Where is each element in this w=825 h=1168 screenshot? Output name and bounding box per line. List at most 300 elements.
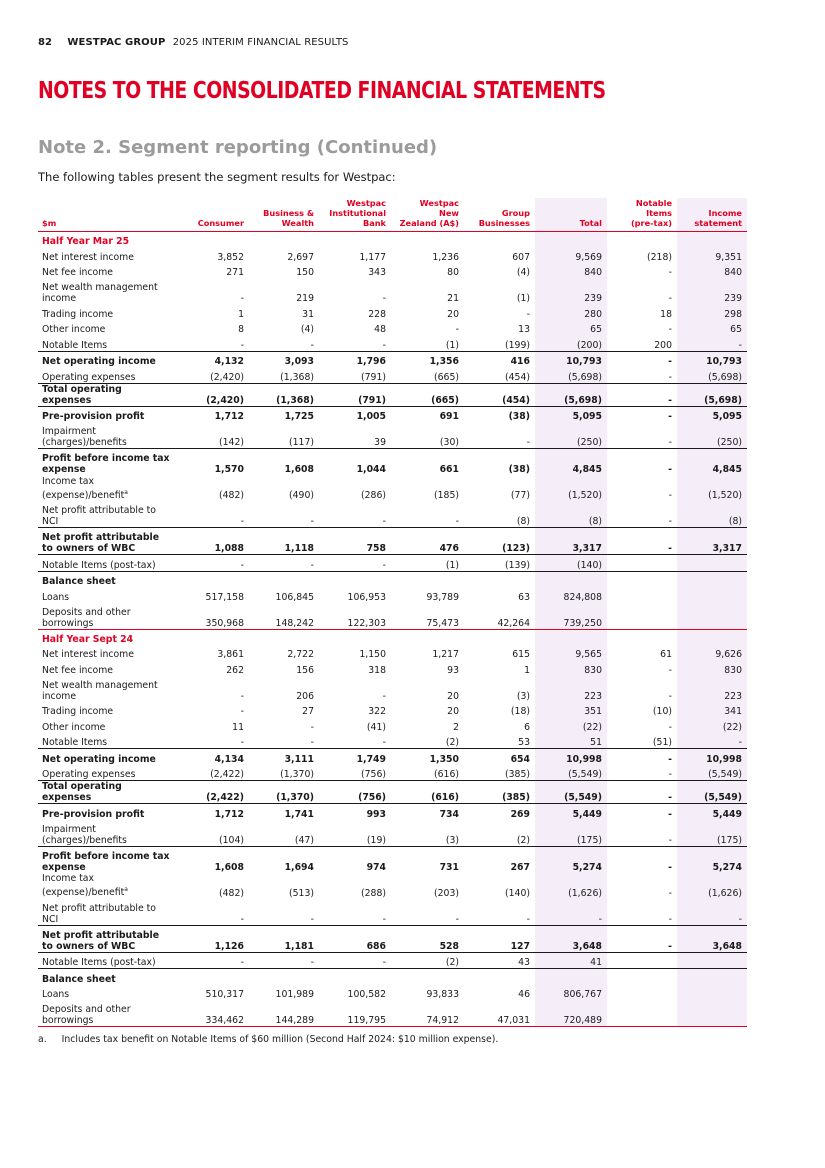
row-label — [38, 1000, 175, 1027]
table-cell: - — [319, 555, 391, 572]
row-label-text: Net profit attributable to NCI — [42, 902, 156, 925]
table-cell: 974 — [319, 846, 391, 873]
row-label — [38, 846, 175, 873]
table-cell: (1,370) — [280, 769, 314, 780]
table-cell: (8) — [677, 501, 747, 528]
table-cell: 322 — [368, 706, 386, 717]
table-cell: (77) — [510, 490, 530, 501]
table-cell: 5,095 — [535, 406, 607, 422]
row-label — [38, 969, 175, 985]
table-cell: - — [455, 913, 459, 925]
table-cell — [464, 571, 535, 587]
table-cell: 1,236 — [432, 251, 459, 263]
table-cell: - — [310, 516, 314, 527]
table-cell: (38) — [464, 406, 535, 422]
table-cell: 27 — [302, 706, 314, 717]
row-label-text: Net profit attributable to owners of WBC — [42, 929, 160, 952]
table-row — [38, 422, 747, 449]
table-cell: (1,368) — [249, 383, 319, 406]
table-cell: - — [526, 913, 530, 925]
table-cell: - — [310, 339, 314, 351]
table-cell: - — [382, 293, 386, 304]
table-row — [38, 846, 747, 873]
table-cell: - — [240, 516, 244, 527]
table-cell: (1) — [391, 555, 464, 572]
table-cell: 74,912 — [391, 1000, 464, 1027]
table-cell: 3,317 — [535, 528, 607, 555]
table-cell: (5,549) — [677, 765, 747, 781]
row-label — [38, 765, 175, 781]
table-cell — [677, 571, 747, 587]
row-label — [38, 660, 175, 676]
table-cell: - — [535, 899, 607, 926]
table-cell: (1) — [445, 339, 459, 351]
table-cell — [391, 571, 464, 587]
col-header: Income statement — [677, 198, 747, 232]
row-label — [38, 952, 175, 969]
row-label — [38, 571, 175, 587]
table-cell: 824,808 — [535, 587, 607, 603]
row-label — [38, 555, 175, 572]
table-cell: (218) — [647, 251, 672, 263]
table-cell: - — [668, 371, 672, 383]
table-cell — [535, 969, 607, 985]
table-row — [38, 1000, 747, 1027]
table-cell: 615 — [512, 649, 530, 660]
row-label-text: Profit before income tax expense — [42, 850, 170, 873]
table-cell: 1,118 — [249, 528, 319, 555]
table-row — [38, 304, 747, 320]
table-cell: - — [668, 516, 672, 527]
table-cell: (513) — [289, 887, 314, 899]
table-cell: 75,473 — [391, 603, 464, 630]
table-row — [38, 383, 747, 406]
row-label-text: Notable Items — [42, 737, 108, 748]
page-number: 82 — [38, 37, 53, 48]
table-cell: 63 — [518, 591, 530, 603]
table-cell: (756) — [361, 769, 386, 780]
table-cell: 4,845 — [535, 449, 607, 476]
row-label — [38, 501, 175, 528]
table-cell — [607, 555, 677, 572]
table-cell: 993 — [319, 804, 391, 820]
table-row — [38, 781, 747, 804]
table-cell — [677, 603, 747, 630]
table-cell: 1,608 — [249, 449, 319, 476]
table-cell: 93,789 — [426, 591, 459, 603]
table-row — [38, 528, 747, 555]
table-cell: (665) — [391, 383, 464, 406]
table-row — [38, 873, 747, 899]
row-label-text: Balance sheet — [42, 576, 116, 587]
table-cell: (185) — [434, 490, 459, 501]
table-cell: - — [382, 339, 386, 351]
table-cell: 65 — [677, 320, 747, 336]
table-cell: 1,126 — [175, 925, 249, 952]
table-cell: - — [607, 749, 677, 765]
table-cell: 200 — [654, 339, 672, 351]
row-label-text: Total operating expenses — [42, 383, 122, 406]
table-cell: - — [175, 555, 249, 572]
table-cell — [677, 587, 747, 603]
footnote-text: Includes tax benefit on Notable Items of $60 million (Second Half 2024: $10 million expense). — [61, 1034, 499, 1045]
table-row — [38, 351, 747, 367]
section-spacer-cell — [175, 629, 249, 645]
table-cell: 21 — [447, 293, 459, 304]
table-cell: - — [668, 324, 672, 335]
table-row — [38, 717, 747, 733]
table-cell: (4) — [300, 324, 314, 335]
table-cell: 691 — [391, 406, 464, 422]
table-cell: 1,350 — [391, 749, 464, 765]
note-title: Note 2. Segment reporting (Continued) — [38, 137, 438, 158]
table-cell: 1,088 — [175, 528, 249, 555]
row-label-text: Notable Items — [42, 339, 108, 351]
table-cell: - — [607, 528, 677, 555]
table-cell: 280 — [535, 304, 607, 320]
section-spacer-cell — [391, 629, 464, 645]
row-label-text: Other income — [42, 324, 106, 335]
row-label-text: Pre-provision profit — [42, 808, 145, 820]
table-cell: 43 — [464, 952, 535, 969]
table-cell: (482) — [219, 887, 244, 899]
table-row — [38, 645, 747, 661]
row-label — [38, 475, 175, 501]
table-cell: 510,317 — [205, 989, 244, 1000]
table-cell: 739,250 — [535, 603, 607, 630]
table-cell: 1,712 — [175, 406, 249, 422]
row-label — [38, 383, 175, 406]
table-cell: 416 — [464, 351, 535, 367]
row-label — [38, 449, 175, 476]
table-cell: - — [607, 781, 677, 804]
table-cell: - — [607, 351, 677, 367]
table-cell: (1,370) — [249, 781, 319, 804]
table-row — [38, 320, 747, 336]
table-cell — [319, 571, 391, 587]
table-cell: 343 — [368, 267, 386, 278]
row-label — [38, 925, 175, 952]
table-cell: - — [526, 437, 530, 448]
table-cell: (38) — [464, 449, 535, 476]
table-cell: 10,998 — [535, 749, 607, 765]
table-cell: 661 — [391, 449, 464, 476]
table-cell: - — [607, 449, 677, 476]
table-cell: 148,242 — [249, 603, 319, 630]
section-spacer-cell — [607, 232, 677, 248]
table-cell: 8 — [238, 324, 244, 335]
table-cell: (791) — [361, 371, 386, 383]
row-label — [38, 320, 175, 336]
table-cell: 654 — [464, 749, 535, 765]
row-label — [38, 422, 175, 449]
row-label-text: Net operating income — [42, 753, 156, 765]
footnote-letter: a. — [38, 1034, 47, 1045]
table-cell: (139) — [464, 555, 535, 572]
table-cell: 9,569 — [535, 247, 607, 263]
table-cell: - — [240, 737, 244, 748]
table-row — [38, 660, 747, 676]
table-cell — [677, 555, 747, 572]
table-cell: - — [607, 383, 677, 406]
table-cell: - — [668, 887, 672, 899]
table-row — [38, 367, 747, 383]
section-title: Half Year Mar 25 — [42, 236, 130, 247]
table-cell: - — [526, 308, 530, 320]
row-label — [38, 820, 175, 847]
page-header — [38, 37, 349, 48]
table-cell: 1,181 — [249, 925, 319, 952]
table-cell: (2) — [391, 952, 464, 969]
row-label — [38, 873, 175, 899]
section-spacer-cell — [249, 629, 319, 645]
table-row — [38, 765, 747, 781]
table-cell: 5,274 — [677, 846, 747, 873]
table-cell: - — [668, 834, 672, 846]
table-cell — [249, 969, 319, 985]
table-cell: (3) — [516, 690, 530, 702]
row-label — [38, 899, 175, 926]
table-cell: - — [668, 267, 672, 278]
table-cell: 239 — [535, 278, 607, 304]
table-cell — [677, 969, 747, 985]
table-cell: 1,725 — [249, 406, 319, 422]
row-label — [38, 335, 175, 351]
table-cell: 1,749 — [319, 749, 391, 765]
row-label-text: Notable Items (post-tax) — [42, 559, 156, 571]
section-spacer-cell — [175, 232, 249, 248]
table-cell: (8) — [535, 501, 607, 528]
row-label — [38, 804, 175, 820]
row-label — [38, 603, 175, 630]
row-label-text: Loans — [42, 591, 70, 603]
table-cell: (104) — [219, 834, 244, 846]
row-label-text: Net interest income — [42, 251, 134, 263]
table-row — [38, 603, 747, 630]
table-cell: 11 — [232, 721, 244, 733]
section-spacer-cell — [319, 629, 391, 645]
row-label — [38, 406, 175, 422]
table-cell: 93 — [447, 664, 459, 676]
col-header: Westpac Institutional Bank — [319, 198, 391, 232]
table-row — [38, 247, 747, 263]
table-cell: 350,968 — [175, 603, 249, 630]
row-label-text: Net fee income — [42, 664, 113, 676]
table-row — [38, 501, 747, 528]
row-label — [38, 278, 175, 304]
col-header: Total — [535, 198, 607, 232]
table-row — [38, 335, 747, 351]
table-row — [38, 406, 747, 422]
table-cell: 20 — [447, 706, 459, 717]
table-cell: 731 — [391, 846, 464, 873]
table-cell: 4,845 — [677, 449, 747, 476]
table-cell: - — [668, 721, 672, 733]
table-cell: 720,489 — [535, 1000, 607, 1027]
table-cell: 20 — [447, 308, 459, 320]
table-row — [38, 733, 747, 749]
table-cell: 122,303 — [319, 603, 391, 630]
row-label — [38, 985, 175, 1001]
table-cell — [677, 1000, 747, 1027]
table-row — [38, 571, 747, 587]
table-cell: (616) — [391, 781, 464, 804]
table-cell — [535, 571, 607, 587]
table-cell: 3,317 — [677, 528, 747, 555]
row-label-text: Notable Items (post-tax) — [42, 957, 156, 968]
table-cell: 528 — [391, 925, 464, 952]
row-label — [38, 263, 175, 279]
table-cell: 341 — [677, 702, 747, 718]
table-cell — [607, 603, 677, 630]
row-label-text: Net profit attributable to owners of WBC — [42, 532, 160, 554]
table-cell: - — [240, 293, 244, 304]
table-cell: - — [310, 721, 314, 733]
section-spacer-cell — [677, 629, 747, 645]
row-label-text: Income tax (expense)/benefit — [42, 873, 125, 899]
table-cell: 4,132 — [175, 351, 249, 367]
intro-text: The following tables present the segment results for Westpac: — [38, 170, 396, 184]
table-cell: 830 — [677, 660, 747, 676]
table-row — [38, 952, 747, 969]
table-cell: (665) — [434, 371, 459, 383]
table-cell: (288) — [361, 887, 386, 899]
table-cell: 830 — [535, 660, 607, 676]
table-row — [38, 587, 747, 603]
table-cell: - — [382, 737, 386, 748]
table-cell: (490) — [289, 490, 314, 501]
table-row — [38, 899, 747, 926]
footnote-marker: a — [124, 488, 128, 496]
table-cell: 1 — [238, 308, 244, 320]
table-cell: (2) — [516, 834, 530, 846]
table-cell: 41 — [535, 952, 607, 969]
table-row — [38, 749, 747, 765]
table-cell: 1,356 — [391, 351, 464, 367]
table-cell: (51) — [652, 737, 672, 748]
table-cell: 1,044 — [319, 449, 391, 476]
table-cell: 65 — [535, 320, 607, 336]
table-row — [38, 676, 747, 702]
table-cell: (454) — [464, 383, 535, 406]
table-cell: 119,795 — [319, 1000, 391, 1027]
table-cell — [607, 985, 677, 1001]
section-spacer-cell — [249, 232, 319, 248]
table-cell: - — [668, 769, 672, 780]
table-cell: (756) — [319, 781, 391, 804]
table-cell: 3,111 — [249, 749, 319, 765]
table-cell: (2) — [445, 737, 459, 748]
row-label-text: Deposits and other borrowings — [42, 1004, 131, 1026]
table-cell: (1) — [516, 293, 530, 304]
table-cell: (5,698) — [677, 383, 747, 406]
table-cell: 1,741 — [249, 804, 319, 820]
row-label-text: Net fee income — [42, 267, 113, 278]
table-cell: 840 — [677, 263, 747, 279]
table-cell: (19) — [366, 834, 386, 846]
row-label — [38, 781, 175, 804]
table-cell — [319, 969, 391, 985]
table-cell: - — [175, 952, 249, 969]
segment-table — [38, 198, 747, 1027]
table-cell: (117) — [289, 437, 314, 448]
table-cell: (286) — [361, 490, 386, 501]
table-row — [38, 969, 747, 985]
table-cell: 150 — [296, 267, 314, 278]
table-cell: 239 — [677, 278, 747, 304]
table-cell: 1,570 — [175, 449, 249, 476]
table-cell: 1,177 — [359, 251, 386, 263]
table-cell: (41) — [366, 721, 386, 733]
section-spacer-cell — [607, 629, 677, 645]
table-cell: 517,158 — [205, 591, 244, 603]
row-label-text: Trading income — [42, 706, 114, 717]
row-label-text: Loans — [42, 989, 70, 1000]
table-cell: - — [382, 913, 386, 925]
row-label-text: Pre-provision profit — [42, 411, 145, 422]
table-cell: (482) — [219, 490, 244, 501]
table-cell: 51 — [535, 733, 607, 749]
table-cell — [607, 1000, 677, 1027]
section-spacer-cell — [464, 629, 535, 645]
table-cell: 334,462 — [175, 1000, 249, 1027]
table-cell: 46 — [518, 989, 530, 1000]
table-cell: 6 — [524, 721, 530, 733]
row-label — [38, 367, 175, 383]
section-spacer-cell — [464, 232, 535, 248]
table-row — [38, 925, 747, 952]
section-header-row — [38, 629, 747, 645]
table-cell: (5,698) — [677, 367, 747, 383]
row-label — [38, 676, 175, 702]
table-cell: 1 — [524, 664, 530, 676]
table-cell: 3,852 — [217, 251, 244, 263]
table-cell: 10,998 — [677, 749, 747, 765]
table-cell: 1,217 — [432, 649, 459, 660]
table-cell: 80 — [447, 267, 459, 278]
table-cell: 262 — [226, 664, 244, 676]
table-body — [38, 232, 747, 1027]
table-cell: 5,449 — [677, 804, 747, 820]
row-label-text: Net operating income — [42, 356, 156, 367]
table-cell: 686 — [319, 925, 391, 952]
table-cell — [175, 571, 249, 587]
table-cell: - — [249, 555, 319, 572]
table-cell: (18) — [510, 706, 530, 717]
table-cell: (5,549) — [535, 765, 607, 781]
table-cell: 39 — [374, 437, 386, 448]
table-cell: 106,953 — [347, 591, 386, 603]
header-doc: 2025 INTERIM FINANCIAL RESULTS — [172, 37, 349, 48]
table-row — [38, 278, 747, 304]
table-cell: 9,626 — [677, 645, 747, 661]
table-cell: 476 — [391, 528, 464, 555]
row-label — [38, 247, 175, 263]
table-cell: 271 — [226, 267, 244, 278]
table-cell: 101,989 — [275, 989, 314, 1000]
table-cell: 223 — [677, 676, 747, 702]
table-cell — [249, 571, 319, 587]
table-row — [38, 263, 747, 279]
table-cell: - — [607, 846, 677, 873]
table-cell: - — [668, 437, 672, 448]
table-cell: (2,422) — [175, 781, 249, 804]
row-label-text: Profit before income tax expense — [42, 453, 170, 475]
table-cell: (140) — [535, 555, 607, 572]
table-cell: - — [455, 324, 459, 335]
table-cell: - — [240, 690, 244, 702]
table-cell: 93,833 — [426, 989, 459, 1000]
